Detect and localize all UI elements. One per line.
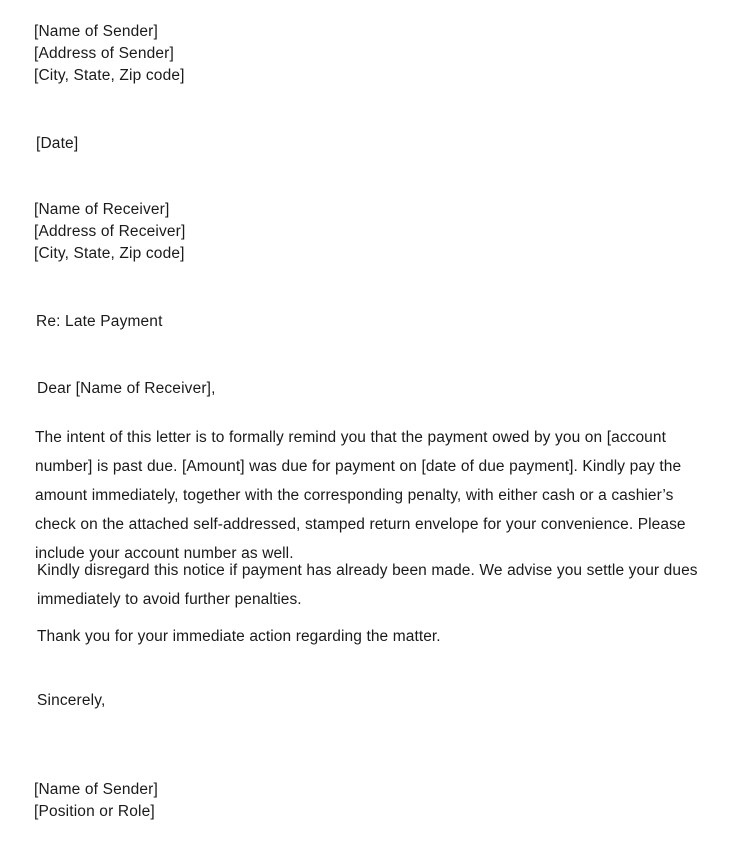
sender-address-block [34, 21, 185, 87]
body-paragraph-2: Kindly disregard this notice if payment has already been made. We advise you settle your dues immediately to avoid further penalties. [37, 562, 698, 608]
receiver-street-line: [Address of Receiver] [34, 223, 186, 240]
date-line: [Date] [36, 135, 79, 152]
subject-line: Re: Late Payment [36, 313, 163, 330]
signature-block [34, 779, 158, 823]
receiver-address-block [34, 199, 185, 265]
salutation-line: Dear [Name of Receiver], [37, 380, 216, 397]
sender-name-line: [Name of Sender] [34, 23, 158, 40]
signature-role-line: [Position or Role] [34, 803, 155, 820]
sender-street-line: [Address of Sender] [34, 45, 174, 62]
signature-name-line: [Name of Sender] [34, 781, 158, 798]
body-paragraph-1: The intent of this letter is to formally remind you that the payment owed by you on [account number] is past due. [Amount] was due for payment on [date of due payment]. Kindly pay the amount immediately, together with the corresponding penalty, with either cash or a cashier’s check on the attached self-addressed, stamped return envelope for your convenience. Please include your account number as well. [35, 429, 686, 562]
receiver-city-line: [City, State, Zip code] [34, 245, 185, 262]
body-paragraph-3: Thank you for your immediate action regarding the matter. [37, 628, 441, 645]
receiver-name-line: [Name of Receiver] [34, 201, 170, 218]
sender-city-line: [City, State, Zip code] [34, 67, 185, 84]
closing-line: Sincerely, [37, 692, 106, 709]
